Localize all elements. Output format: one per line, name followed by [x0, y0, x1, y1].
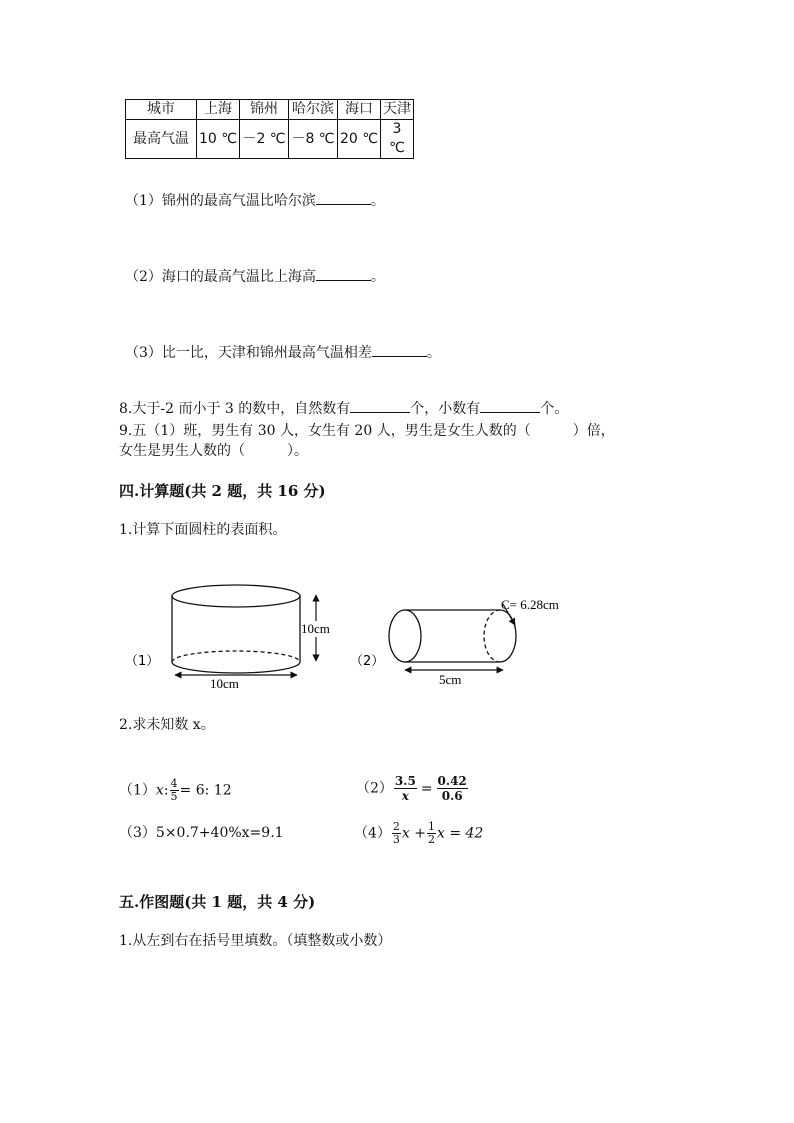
fraction	[394, 774, 417, 803]
q8-end: 个。	[540, 401, 569, 417]
figure-1-tag: （1）	[125, 654, 160, 669]
table-header-cell: 上海	[197, 100, 240, 120]
equation-4	[354, 821, 483, 846]
section-title: 四.计算题(共 2 题，共 16 分)	[119, 482, 326, 500]
fraction-denominator: x	[401, 789, 409, 803]
table-cell: 3 ℃	[381, 120, 414, 159]
fraction-numerator: 3.5	[394, 774, 416, 788]
q7-sub2-end: 。	[370, 269, 385, 285]
figure-2-tag: （2）	[350, 654, 385, 669]
q7-sub3	[125, 342, 441, 362]
diameter-label: 10cm	[210, 676, 239, 691]
table-cell: －8 ℃	[289, 120, 338, 159]
upright-cylinder	[172, 585, 300, 673]
q7-sub3-text: （3）比一比，天津和锦州最高气温相差	[125, 345, 372, 361]
fraction	[392, 821, 401, 846]
fraction-numerator: 4	[170, 777, 178, 790]
fraction-denominator: 3	[392, 833, 400, 846]
table-row	[126, 120, 414, 159]
temperature-table	[125, 99, 414, 159]
variable-x: x	[155, 782, 164, 799]
equation-rhs: = 6: 12	[179, 782, 232, 799]
section5-question-1: 1.从左到右在括号里填数。（填整数或小数）	[119, 933, 392, 949]
equation-term: x +	[401, 825, 426, 842]
answer-blank[interactable]	[316, 190, 371, 205]
table-header-cell: 海口	[338, 100, 381, 120]
q7-sub2	[125, 266, 385, 286]
equation-tag: （4）	[354, 825, 391, 842]
table-header-cell: 天津	[381, 100, 414, 120]
fraction-numerator: 0.42	[437, 774, 467, 788]
fraction-denominator: 2	[428, 833, 435, 846]
q7-sub2-text: （2）海口的最高气温比上海高	[125, 269, 316, 285]
equation-3: （3）5×0.7+40%x=9.1	[119, 825, 284, 841]
q7-sub1	[125, 190, 385, 210]
equation-tag: （2）	[356, 780, 393, 797]
question-9-line1: 9.五（1）班，男生有 30 人，女生有 20 人，男生是女生人数的（ ）倍，	[119, 423, 615, 439]
equation-2	[356, 774, 469, 803]
answer-blank[interactable]	[480, 398, 540, 413]
table-cell: 10 ℃	[197, 120, 240, 159]
q8-text: 8.大于-2 而小于 3 的数中，自然数有	[119, 401, 351, 417]
section-title: 五.作图题(共 1 题，共 4 分)	[119, 893, 316, 911]
question-9-line2: 女生是男生人数的（ ）。	[119, 443, 308, 459]
q7-sub3-end: 。	[426, 345, 441, 361]
section4-question-1: 1.计算下面圆柱的表面积。	[119, 522, 287, 538]
answer-blank[interactable]	[350, 398, 410, 413]
circumference-label: C= 6.28cm	[501, 597, 559, 612]
table-cell: 20 ℃	[338, 120, 381, 159]
table-header-cell: 哈尔滨	[289, 100, 338, 120]
colon: :	[163, 782, 169, 799]
cylinder-figures	[115, 575, 585, 695]
fraction-numerator: 2	[392, 820, 400, 833]
table-header-row	[126, 100, 414, 120]
fraction-numerator: 1	[428, 820, 435, 833]
answer-blank[interactable]	[372, 342, 427, 357]
height-label: 10cm	[301, 621, 330, 636]
equation-rhs: x = 42	[437, 825, 484, 842]
equals-sign: =	[420, 780, 433, 797]
fraction-denominator: 0.6	[441, 789, 463, 803]
fraction	[427, 821, 436, 846]
equation-1	[119, 778, 232, 803]
fraction-denominator: 5	[170, 790, 178, 803]
answer-blank[interactable]	[316, 266, 371, 281]
fraction	[170, 778, 179, 803]
table-cell: －2 ℃	[240, 120, 289, 159]
fraction	[437, 774, 468, 803]
section4-question-2: 2.求未知数 x。	[119, 717, 215, 733]
table-header-cell: 城市	[126, 100, 197, 120]
question-8	[119, 398, 568, 418]
equation-tag: （1）	[119, 782, 156, 799]
table-cell: 最高气温	[126, 120, 197, 159]
table-header-cell: 锦州	[240, 100, 289, 120]
q8-mid: 个，小数有	[410, 401, 481, 417]
lying-cylinder	[389, 610, 516, 662]
q7-sub1-text: （1）锦州的最高气温比哈尔滨	[125, 193, 316, 209]
q7-sub1-end: 。	[370, 193, 385, 209]
length-label: 5cm	[439, 672, 462, 687]
